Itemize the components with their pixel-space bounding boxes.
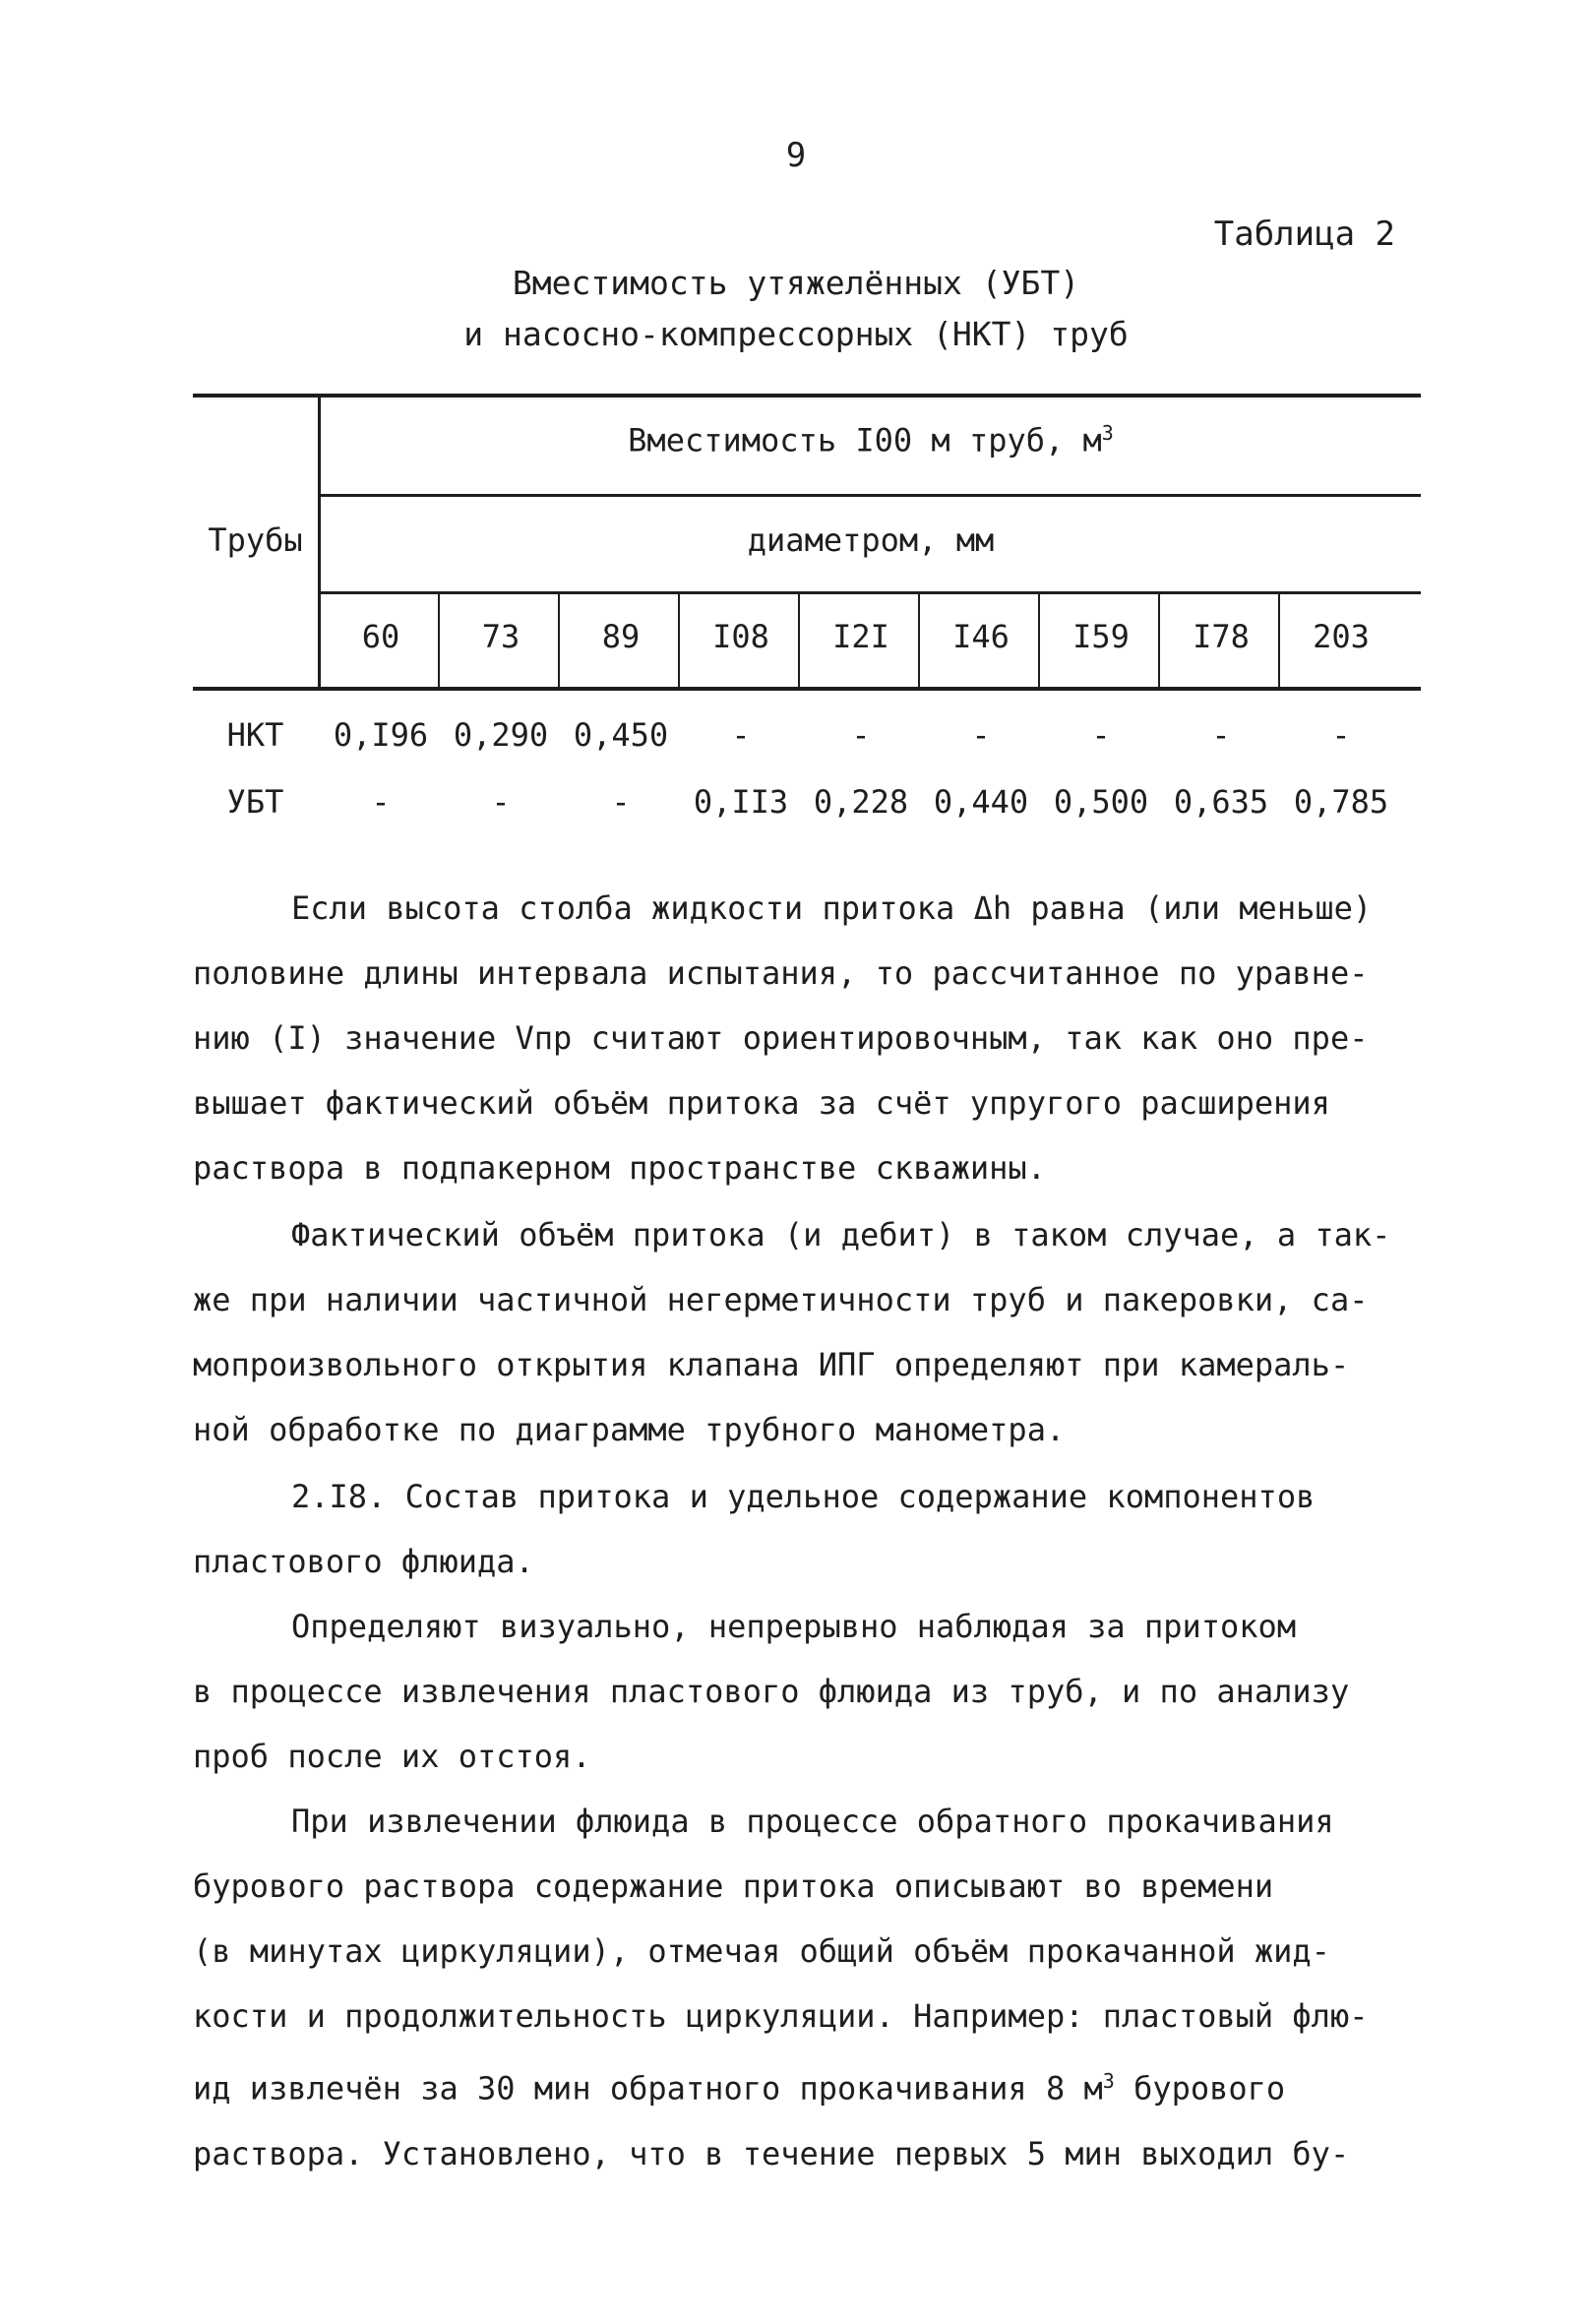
text-line: раствора в подпакерном пространстве скважины.	[193, 1149, 1046, 1187]
paragraph-5	[193, 1789, 1433, 2186]
text-line: в процессе извлечения пластового флюида из труб, и по анализу	[193, 1673, 1350, 1710]
row-label: НКТ	[226, 716, 284, 754]
table-cell: 0,635	[1173, 783, 1269, 821]
unit-exponent: 3	[1102, 2069, 1115, 2093]
capacity-header-text: Вместимость I00 м труб, м	[628, 421, 1102, 459]
table-cell: 0,II3	[693, 783, 789, 821]
diameter-cell: I2I	[832, 618, 889, 655]
text-line: кости и продолжительность циркуляции. Например: пластовый флю-	[193, 1997, 1369, 2035]
table-cell: -	[611, 783, 631, 821]
text-line: мопроизвольного открытия клапана ИПГ определяют при камераль-	[193, 1346, 1350, 1383]
table-row-ubt	[193, 783, 1425, 832]
text-line: половине длины интервала испытания, то рассчитанное по уравне-	[193, 954, 1369, 992]
text-line: проб после их отстоя.	[193, 1738, 591, 1775]
table-row-nkt	[193, 716, 1425, 765]
table-cell: 0,500	[1053, 783, 1149, 821]
table-cell: -	[1091, 716, 1111, 754]
table-cell: 0,440	[933, 783, 1029, 821]
table-cell: -	[851, 716, 871, 754]
text-line: нию (I) значение Vпр считают ориентировочным, так как оно пре-	[193, 1019, 1369, 1057]
paragraph-2	[193, 1202, 1433, 1462]
table-title-line-2: и насосно-компрессорных (НКТ) труб	[463, 315, 1129, 353]
table-cell: 0,785	[1293, 783, 1389, 821]
table-rule-bottom	[193, 687, 1421, 691]
table-rule-header-1	[318, 494, 1421, 497]
text-line: вышает фактический объём притока за счёт упругого расширения	[193, 1084, 1330, 1122]
table-cell: -	[731, 716, 751, 754]
capacity-unit-exponent: 3	[1101, 421, 1114, 445]
table-rule-top	[193, 394, 1421, 398]
text-line: (в минутах циркуляции), отмечая общий объём прокачанной жид-	[193, 1932, 1330, 1970]
table-cell: 0,I96	[333, 716, 429, 754]
diameter-header: диаметром, мм	[747, 521, 995, 559]
diameter-cell: I08	[712, 618, 769, 655]
text-line: бурового раствора содержание притока описывают во времени	[193, 1867, 1274, 1905]
diameter-cell: 203	[1313, 618, 1370, 655]
table-title	[0, 258, 1592, 360]
text-line: 2.I8. Состав притока и удельное содержание компонентов	[291, 1478, 1316, 1515]
text-line: При извлечении флюида в процессе обратного прокачивания	[291, 1803, 1334, 1840]
diameter-cell: I46	[952, 618, 1010, 655]
page-number: 9	[785, 136, 807, 175]
text-line: ной обработке по диаграмме трубного манометра.	[193, 1411, 1066, 1448]
diameter-cell: I78	[1193, 618, 1250, 655]
table-cell: -	[1331, 716, 1351, 754]
row-header: Трубы	[208, 521, 303, 559]
table-cell: 0,450	[573, 716, 669, 754]
table-cell: -	[371, 783, 391, 821]
table-cell: -	[971, 716, 991, 754]
table-label: Таблица 2	[1213, 214, 1395, 254]
text-line: Если высота столба жидкости притока Δh равна (или меньше)	[291, 889, 1373, 927]
text-line: раствора. Установлено, что в течение первых 5 мин выходил бу-	[193, 2134, 1350, 2172]
text-line: пластового флюида.	[193, 1543, 534, 1580]
text-line-with-exponent	[193, 2049, 1433, 2121]
table-cell: -	[1211, 716, 1231, 754]
paragraph-4	[193, 1594, 1433, 1789]
capacity-table	[193, 394, 1421, 691]
table-cell: 0,290	[453, 716, 549, 754]
diameter-cell: I59	[1072, 618, 1130, 655]
text-fragment: бурового	[1114, 2069, 1286, 2108]
table-title-line-1: Вместимость утяжелённых (УБТ)	[512, 264, 1080, 302]
capacity-header	[321, 421, 1421, 459]
text-fragment: ид извлечён за 30 мин обратного прокачивания 8 м	[193, 2069, 1103, 2108]
text-line: Определяют визуально, непрерывно наблюдая за притоком	[291, 1608, 1297, 1645]
table-rule-header-2	[318, 591, 1421, 594]
diameter-cell: 89	[601, 618, 641, 655]
row-label: УБТ	[226, 783, 284, 821]
paragraph-1	[193, 876, 1433, 1200]
paragraph-3	[193, 1464, 1433, 1594]
table-cell: -	[491, 783, 511, 821]
text-line: Фактический объём притока (и дебит) в таком случае, а так-	[291, 1216, 1391, 1254]
table-cell: 0,228	[813, 783, 909, 821]
text-line: же при наличии частичной негерметичности труб и пакеровки, са-	[193, 1281, 1369, 1318]
diameter-cell: 60	[361, 618, 400, 655]
diameter-cell: 73	[481, 618, 520, 655]
